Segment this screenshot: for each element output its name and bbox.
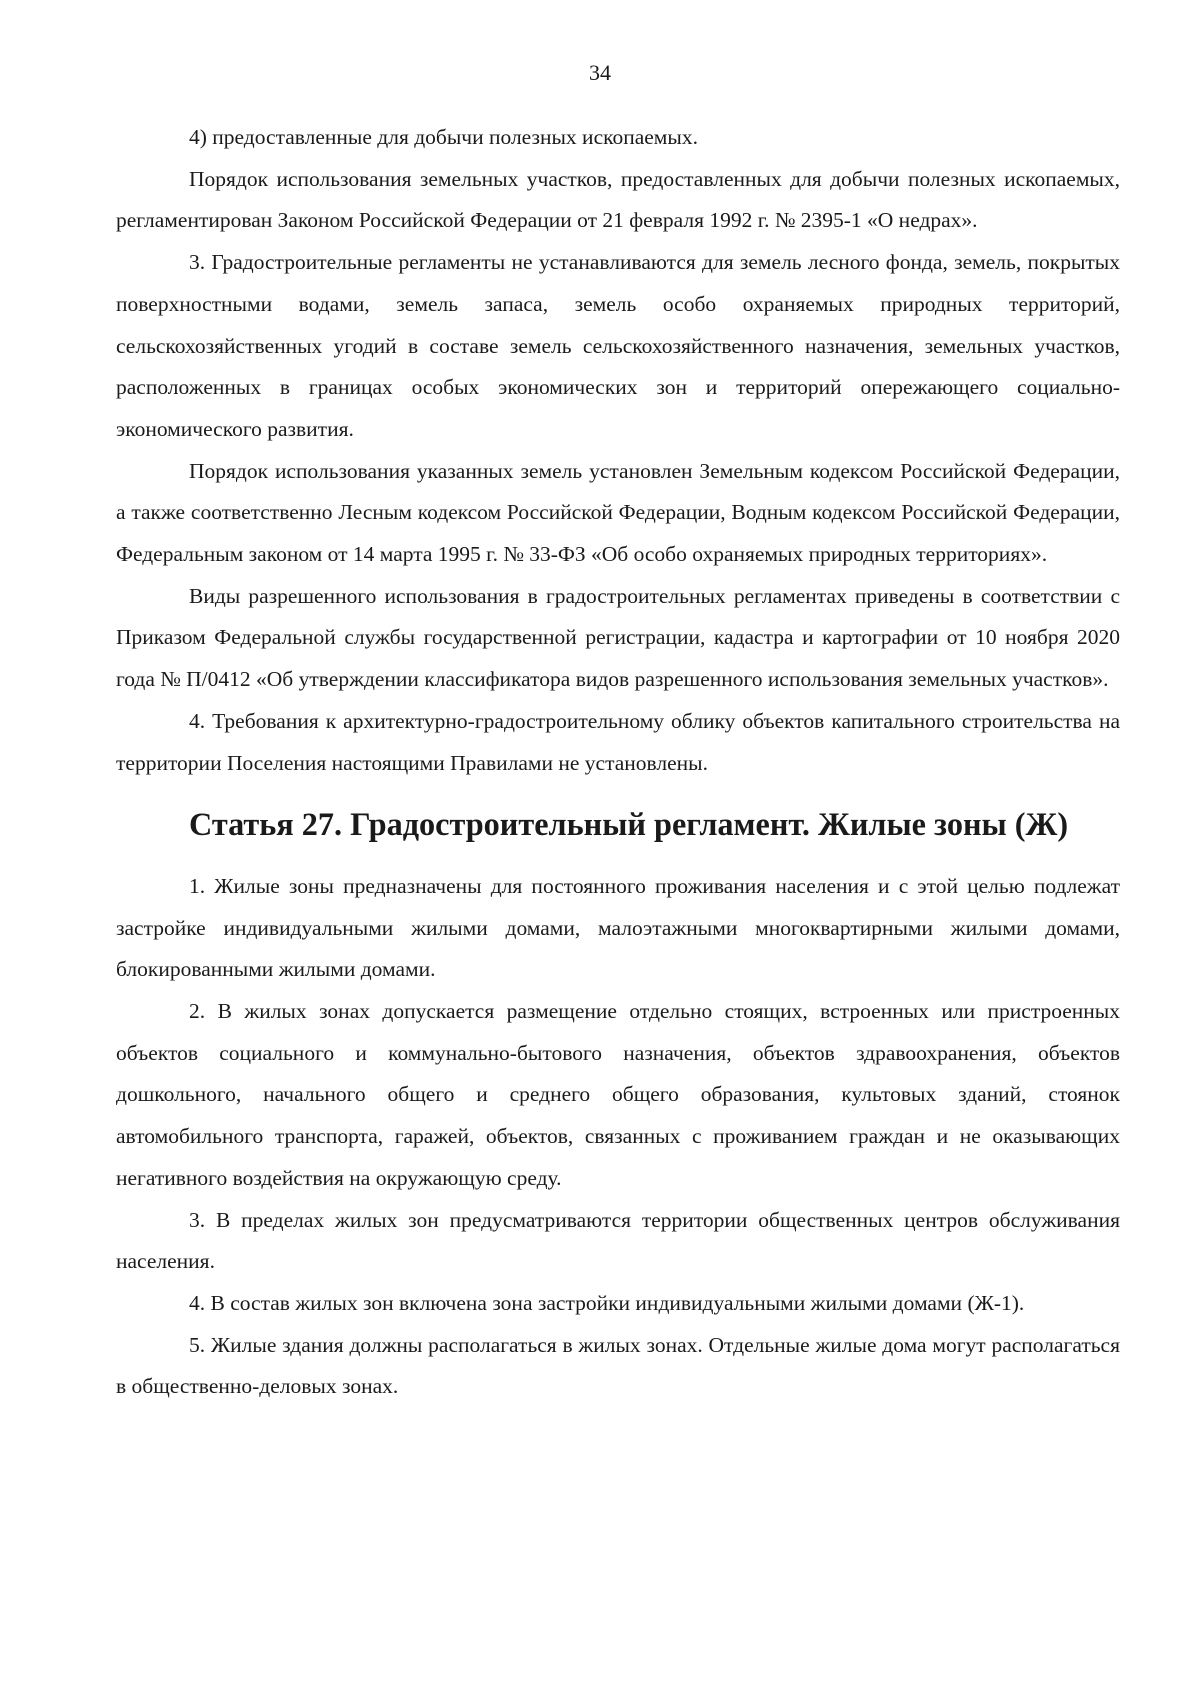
document-body <box>116 117 1120 1408</box>
paragraph: 4) предоставленные для добычи полезных ископаемых. <box>189 125 698 149</box>
paragraph: 4. В состав жилых зон включена зона застройки индивидуальными жилыми домами (Ж-1). <box>189 1290 1025 1315</box>
paragraph: 1. Жилые зоны предназначены для постоянного проживания населения и с этой целью подлежат застройке индивидуальными жилыми домами, малоэтажными многоквартирными жилыми домами, блокированными жилыми домами. <box>116 873 1120 982</box>
paragraph: 3. В пределах жилых зон предусматриваются территории общественных центров обслуживания населения. <box>116 1207 1120 1274</box>
paragraph: 3. Градостроительные регламенты не устанавливаются для земель лесного фонда, земель, покрытых поверхностными водами, земель запаса, земель особо охраняемых природных территорий, сельскохозяйственных угодий в составе земель сельскохозяйственного назначения, земельных участков, расположенных в границах особых экономических зон и территорий опережающего социально-экономического развития. <box>116 250 1120 441</box>
page-number: 34 <box>589 60 611 85</box>
paragraph: 5. Жилые здания должны располагаться в жилых зонах. Отдельные жилые дома могут располагаться в общественно-деловых зонах. <box>116 1332 1120 1399</box>
article-heading: Статья 27. Градостроительный регламент. Жилые зоны (Ж) <box>189 806 1069 843</box>
paragraph: Порядок использования указанных земель установлен Земельным кодексом Российской Федерации, а также соответственно Лесным кодексом Российской Федерации, Водным кодексом Российской Федерации, Федеральным законом от 14 марта 1995 г. № 33-ФЗ «Об особо охраняемых природных территориях». <box>116 458 1120 567</box>
paragraph: Виды разрешенного использования в градостроительных регламентах приведены в соответствии с Приказом Федеральной службы государственной регистрации, кадастра и картографии от 10 ноября 2020 года № П/0412 «Об утверждении классификатора видов разрешенного использования земельных участков». <box>116 583 1120 692</box>
paragraph: Порядок использования земельных участков, предоставленных для добычи полезных ископаемых, регламентирован Законом Российской Федерации от 21 февраля 1992 г. № 2395-1 «О недрах». <box>116 166 1120 233</box>
paragraph: 4. Требования к архитектурно-градостроительному облику объектов капитального строительства на территории Поселения настоящими Правилами не установлены. <box>116 708 1120 775</box>
paragraph: 2. В жилых зонах допускается размещение отдельно стоящих, встроенных или пристроенных объектов социального и коммунально-бытового назначения, объектов здравоохранения, объектов дошкольного, начального общего и среднего общего образования, культовых зданий, стоянок автомобильного транспорта, гаражей, объектов, связанных с проживанием граждан и не оказывающих негативного воздействия на окружающую среду. <box>116 999 1120 1190</box>
